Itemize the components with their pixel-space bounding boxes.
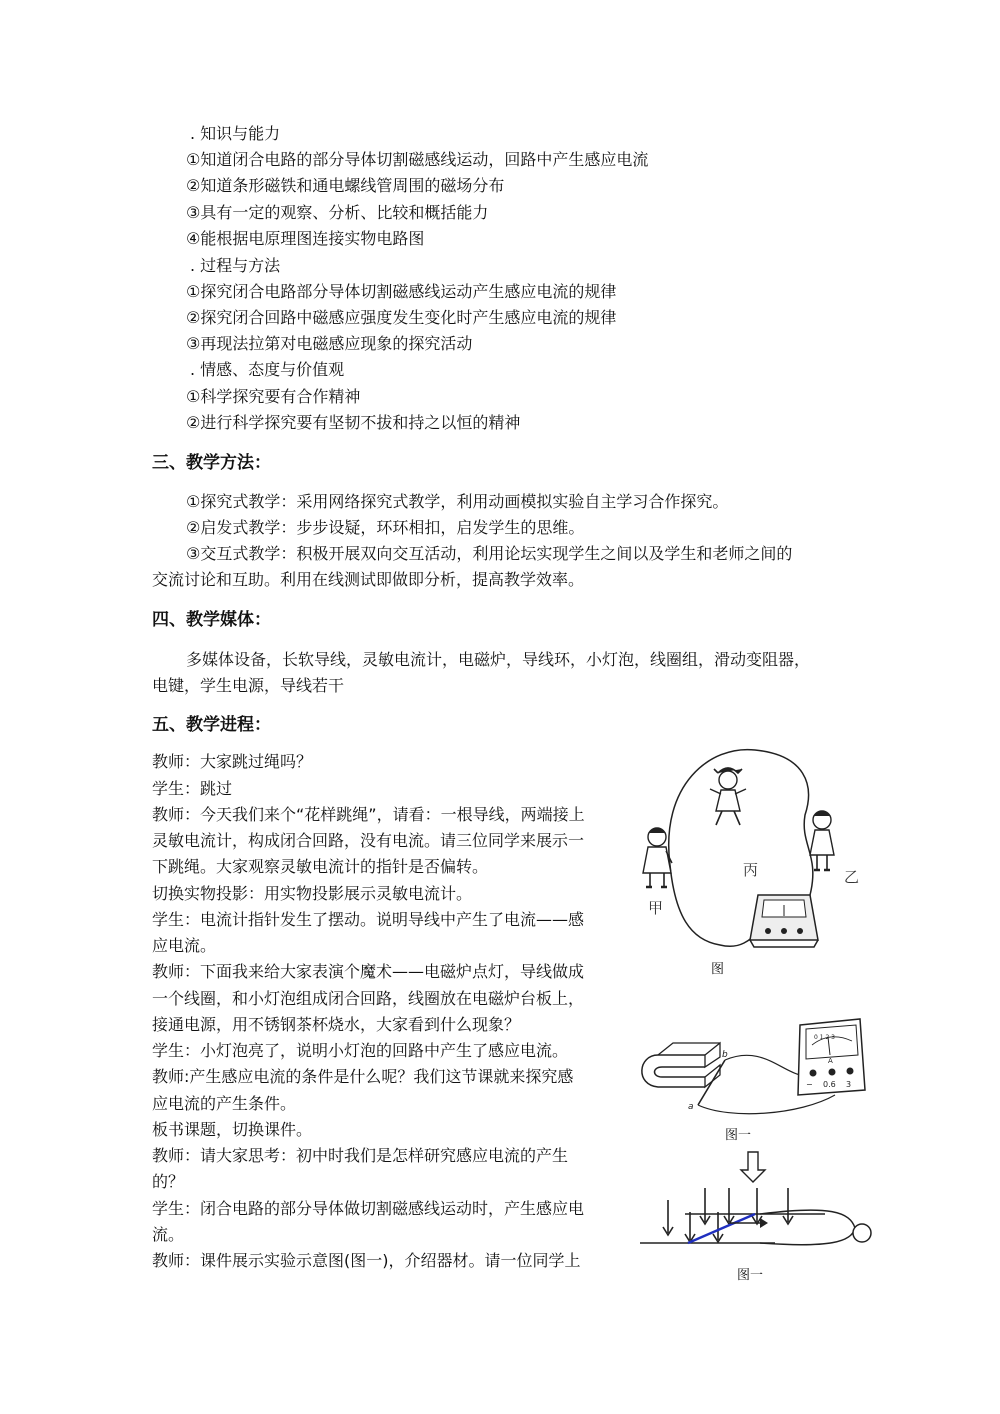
section5-heading: 五、教学进程：: [152, 715, 271, 735]
goal-knowledge-item-2: ②知道条形磁铁和通电螺线管周围的磁场分布: [186, 176, 505, 195]
section3-heading: 三、教学方法：: [152, 453, 271, 473]
goal-knowledge-item-3: ③具有一定的观察、分析、比较和概括能力: [186, 203, 489, 222]
field-lines: [663, 1188, 793, 1242]
terminal-06: 0.6: [823, 1080, 836, 1089]
dialogue-line-14: 应电流的产生条件。: [152, 1094, 297, 1113]
hollow-down-arrow-icon: [741, 1152, 765, 1182]
dialogue-line-19: 流。: [152, 1225, 185, 1244]
dialogue-line-20: 教师：课件展示实验示意图(图一)，介绍器材。请一位同学上: [152, 1251, 581, 1270]
section4-line-2: 电键，学生电源，导线若干: [152, 676, 345, 695]
terminal-3: 3: [846, 1080, 852, 1089]
horseshoe-magnet-icon: [642, 1043, 720, 1087]
dialogue-line-12: 学生：小灯泡亮了，说明小灯泡的回路中产生了感应电流。: [152, 1041, 569, 1060]
label-jia: 甲: [648, 899, 664, 917]
galvanometer-icon: [750, 895, 818, 947]
goal-process-item-2: ②探究闭合回路中磁感应强度发生变化时产生感应电流的规律: [186, 308, 617, 327]
dialogue-line-6: 切换实物投影：用实物投影展示灵敏电流计。: [152, 884, 473, 903]
dialogue-line-11: 接通电源，用不锈钢茶杯烧水，大家看到什么现象？: [152, 1015, 521, 1034]
field-figure: [630, 1150, 880, 1265]
dialogue-line-1: 教师：大家跳过绳吗？: [152, 752, 313, 771]
dialogue-line-3: 教师：今天我们来个“花样跳绳”，请看：一根导线，两端接上: [152, 805, 585, 824]
label-bing: 丙: [743, 861, 759, 879]
dialogue-line-9: 教师：下面我来给大家表演个魔术——电磁炉点灯，导线做成: [152, 962, 585, 981]
dialogue-line-5: 下跳绳。大家观察灵敏电流计的指针是否偏转。: [152, 857, 489, 876]
ammeter-letter: A: [828, 1057, 833, 1065]
bulb-icon: [853, 1224, 871, 1242]
section3-line-4: 交流讨论和互助。利用在线测试即做即分析，提高教学效率。: [152, 570, 585, 589]
section4-heading: 四、教学媒体：: [152, 610, 271, 630]
section3-line-2: ②启发式教学：步步设疑，环环相扣，启发学生的思维。: [186, 518, 585, 537]
moving-conductor: [688, 1214, 755, 1243]
wire-label-a: a: [688, 1102, 694, 1112]
magnet-figure-caption: 图一: [725, 1128, 752, 1143]
field-figure-caption: 图一: [737, 1268, 764, 1283]
goal-emotion-item-1: ①科学探究要有合作精神: [186, 387, 361, 406]
girl-bing-icon: [710, 768, 746, 825]
dialogue-line-17: 的？: [152, 1172, 185, 1191]
section3-line-1: ①探究式教学：采用网络探究式教学，利用动画模拟实验自主学习合作探究。: [186, 492, 729, 511]
dialogue-line-2: 学生：跳过: [152, 779, 233, 798]
dialogue-line-10: 一个线圈，和小灯泡组成闭合回路，线圈放在电磁炉台板上，: [152, 989, 585, 1008]
label-yi: 乙: [844, 868, 860, 886]
dialogue-line-4: 灵敏电流计，构成闭合回路，没有电流。请三位同学来展示一: [152, 831, 585, 850]
goal-knowledge-item-4: ④能根据电原理图连接实物电路图: [186, 229, 425, 248]
jump-rope-figure: [630, 745, 880, 975]
section3-line-3: ③交互式教学：积极开展双向交互活动，利用论坛实现学生之间以及学生和老师之间的: [186, 544, 793, 563]
magnet-figure: [630, 1015, 870, 1125]
goal-emotion-item-2: ②进行科学探究要有坚韧不拔和持之以恒的精神: [186, 413, 521, 432]
section4-line-1: 多媒体设备，长软导线，灵敏电流计，电磁炉，导线环，小灯泡，线圈组，滑动变阻器，: [186, 650, 811, 669]
goal-knowledge-title: . 知识与能力: [190, 124, 281, 143]
goal-process-item-1: ①探究闭合电路部分导体切割磁感线运动产生感应电流的规律: [186, 282, 617, 301]
rope-figure-caption: 图: [711, 962, 725, 977]
ammeter-scale: 0 1 2 3: [814, 1034, 835, 1041]
dialogue-line-13: 教师:产生感应电流的条件是什么呢？我们这节课就来探究感: [152, 1067, 574, 1086]
dialogue-line-8: 应电流。: [152, 936, 217, 955]
goal-knowledge-item-1: ①知道闭合电路的部分导体切割磁感线运动，回路中产生感应电流: [186, 150, 649, 169]
wire-label-b: b: [722, 1050, 728, 1060]
dialogue-line-18: 学生：闭合电路的部分导体做切割磁感线运动时，产生感应电: [152, 1199, 585, 1218]
goal-process-title: . 过程与方法: [190, 256, 281, 275]
dialogue-line-15: 板书课题，切换课件。: [152, 1120, 313, 1139]
girl-jia-icon: [643, 828, 672, 887]
dialogue-line-7: 学生：电流计指针发生了摆动。说明导线中产生了电流——感: [152, 910, 585, 929]
dialogue-line-16: 教师：请大家思考：初中时我们是怎样研究感应电流的产生: [152, 1146, 569, 1165]
goal-process-item-3: ③再现法拉第对电磁感应现象的探究活动: [186, 334, 473, 353]
girl-yi-icon: [810, 811, 834, 870]
terminal-minus: −: [806, 1080, 813, 1089]
goal-emotion-title: . 情感、态度与价值观: [190, 360, 345, 379]
